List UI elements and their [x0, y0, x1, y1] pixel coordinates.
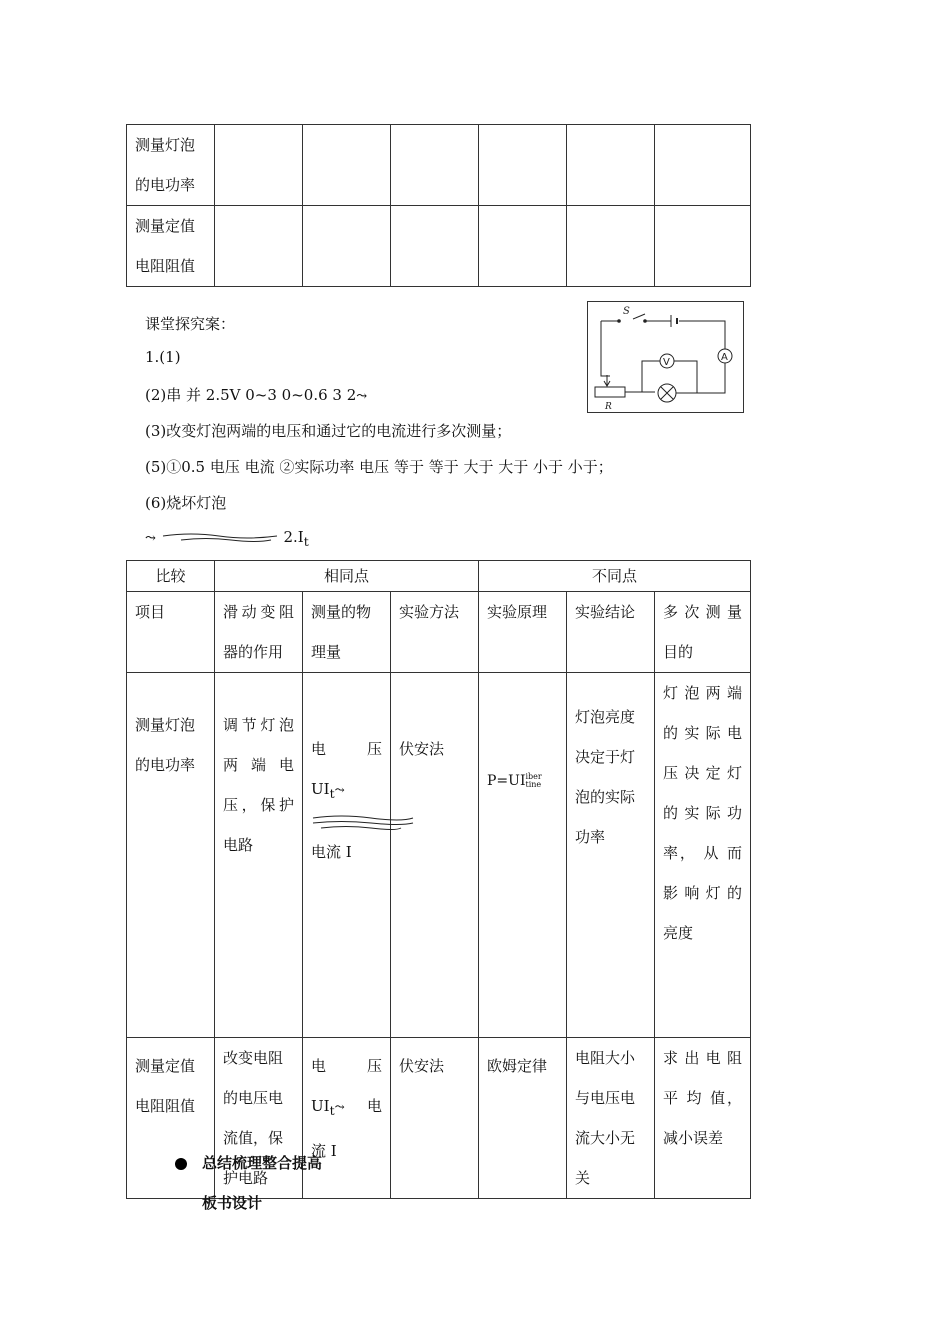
answer-line: (5)①0.5 电压 电流 ②实际功率 电压 等于 等于 大于 大于 小于 小于；: [145, 458, 613, 476]
table-comparison: [126, 560, 751, 1199]
answer-line: (2)串 并 2.5V 0~3 0~0.6 3 2⤳: [145, 386, 368, 404]
table-row: [127, 125, 751, 206]
row-label: 测量灯泡 的电功率: [127, 125, 215, 206]
table-row: 测量灯泡 的电功率 调节灯泡 两 端 电 压，保护 电路 电 压 $UI_t⤳$ 电流 I 伏安法 P=UI iber tine 灯泡亮度 决定于灯 泡的实际 功率 灯 泡 两 端 的 实 际 电 压 决 定 灯 的 实 际 功 率， 从 而 影 响 灯 的 亮度: [127, 673, 751, 1038]
answer-line: 1.(1): [145, 348, 181, 366]
squiggle-icon: ⤳: [145, 531, 156, 546]
header-diff: 不同点: [479, 561, 751, 592]
squiggle-icon: ⤳: [334, 1100, 345, 1114]
table-row: 测量定值 电阻阻值 改变电阻 的电压电 流值，保 护电路 电 压 $UI_t⤳$ 电 流 I 伏安法 欧姆定律 电阻大小 与电压电 流大小无 关 求 出 电 阻 平 均 值， 减小误差: [127, 1038, 751, 1199]
section-title: 课堂探究案：: [145, 315, 236, 333]
row-label: 测量定值 电阻阻值: [127, 206, 215, 287]
squiggle-icon: ⤳: [356, 389, 368, 404]
answer-line: (6)烧坏灯泡: [145, 494, 227, 512]
summary-heading: 总结梳理整合提高: [202, 1154, 323, 1172]
bullet-icon: [175, 1158, 187, 1170]
answer-line: (3)改变灯泡两端的电压和通过它的电流进行多次测量；: [145, 422, 512, 440]
squiggle-icon: ⤳: [334, 783, 345, 797]
rheostat-label: R: [605, 402, 612, 412]
wave-icon: [311, 814, 415, 832]
table-measurements: [126, 124, 751, 287]
answer-line: ⤳ $2.I_t$: [145, 528, 309, 549]
circuit-diagram: [587, 301, 744, 413]
table-row: [127, 206, 751, 287]
ammeter-label: A: [721, 352, 728, 363]
board-heading: 板书设计: [202, 1194, 263, 1212]
table-header-row: [127, 561, 751, 592]
header-same: 相同点: [215, 561, 479, 592]
table-subheader-row: 项目 滑动变阻 器的作用 测量的物 理量 实验方法 实验原理 实验结论 多 次 测 量 目的: [127, 592, 751, 673]
voltmeter-label: V: [663, 357, 670, 368]
switch-label: S: [623, 306, 630, 317]
wave-icon: [161, 532, 279, 544]
header-compare: 比较: [127, 561, 215, 592]
